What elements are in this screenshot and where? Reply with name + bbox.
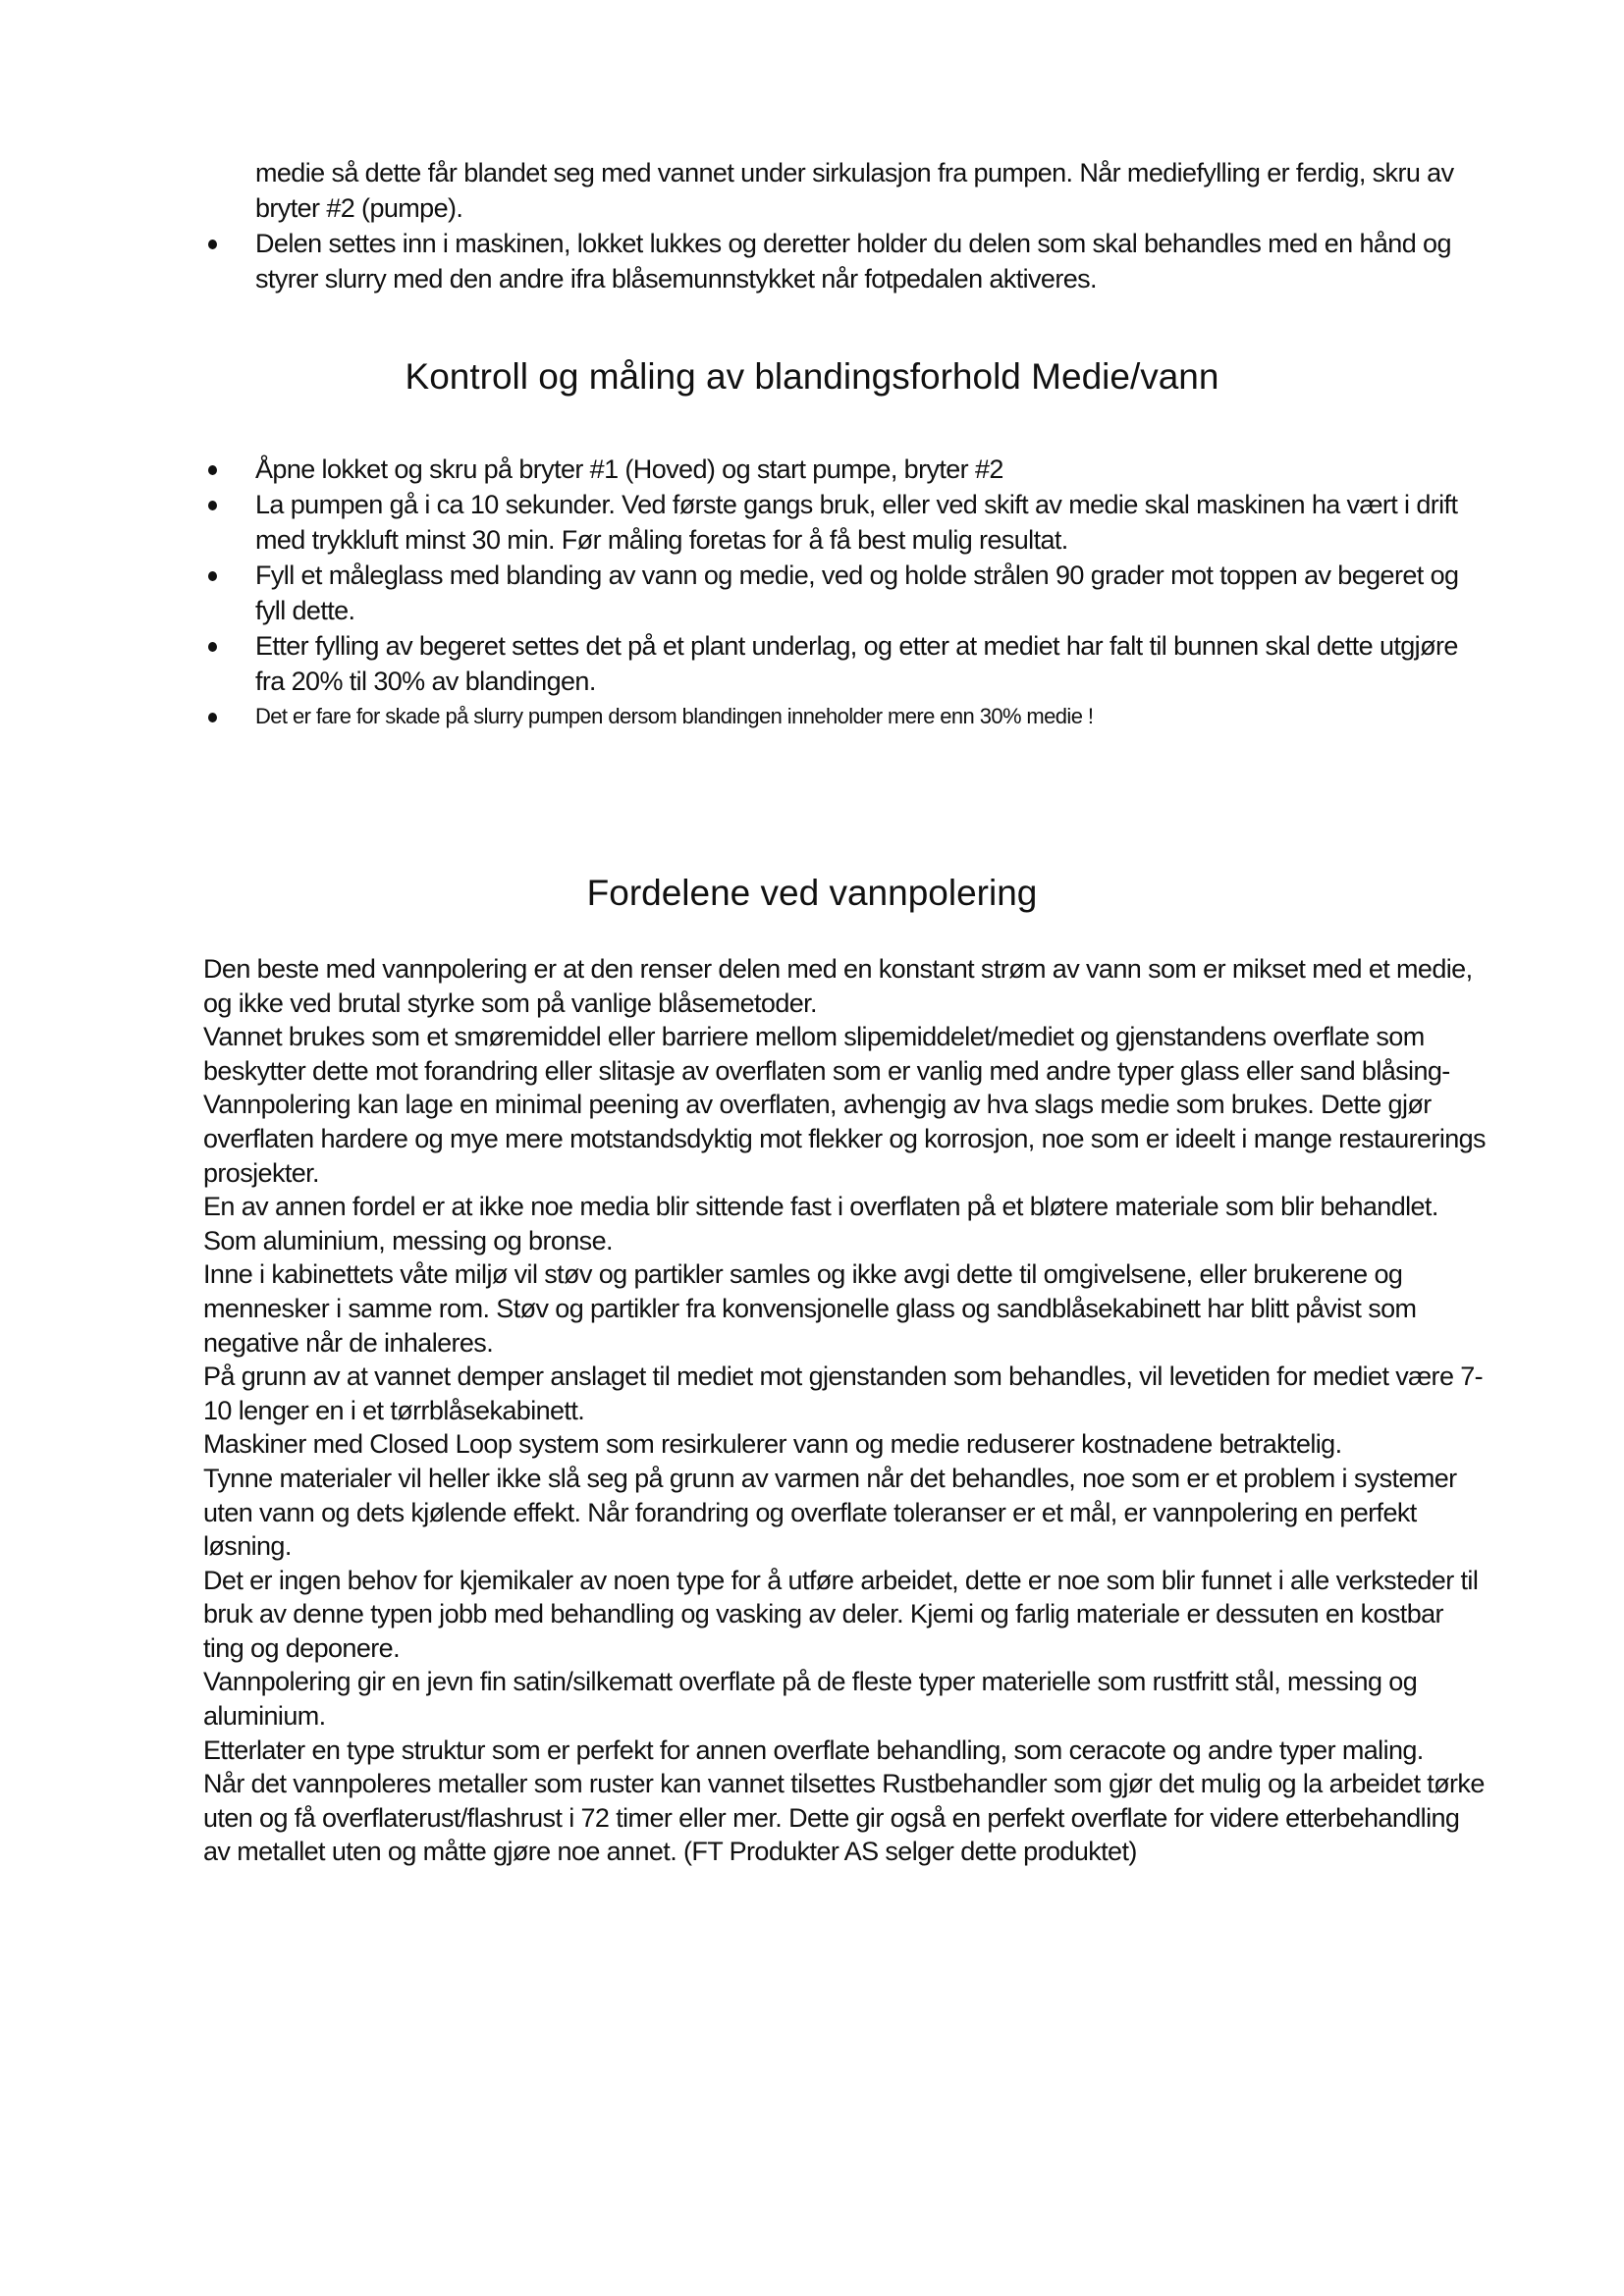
paragraph: Vannpolering gir en jevn fin satin/silkematt overflate på de fleste typer materielle som rustfritt stål, messing og aluminium.	[203, 1667, 1418, 1732]
list-item-text: medie så dette får blandet seg med vannet under sirkulasjon fra pumpen. Når mediefylling er ferdig, skru av bryter #2 (pumpe).	[255, 158, 1454, 223]
paragraph: Vannet brukes som et smøremiddel eller barriere mellom slipemiddelet/mediet og gjenstandens overflate som beskytter dette mot forandring eller slitasje av overflaten som er vanlig med andre typer glass eller sand blåsing-	[203, 1022, 1450, 1086]
paragraph: Maskiner med Closed Loop system som resirkulerer vann og medie reduserer kostnadene betraktelig.	[203, 1429, 1342, 1460]
list-item-warning	[206, 699, 1483, 734]
section-heading-benefits: Fordelene ved vannpolering	[586, 873, 1038, 913]
paragraph: Tynne materialer vil heller ikke slå seg på grunn av varmen når det behandles, noe som er et problem i systemer uten vann og dets kjølende effekt. Når forandring og overflate toleranser er et mål, er vannpolering en perfekt løsning.	[203, 1463, 1457, 1562]
benefits-body	[203, 952, 1489, 1869]
list-item-text: Fyll et måleglass med blanding av vann og medie, ved og holde strålen 90 grader mot toppen av begeret og fyll dette.	[255, 561, 1459, 625]
paragraph: Det er ingen behov for kjemikaler av noen type for å utføre arbeidet, dette er noe som blir funnet i alle verksteder til bruk av denne typen jobb med behandling og vasking av deler. Kjemi og farlig materiale er dessuten en kostbar ting og deponere.	[203, 1565, 1479, 1663]
list-item-text: Åpne lokket og skru på bryter #1 (Hoved) og start pumpe, bryter #2	[255, 454, 1003, 484]
paragraph: På grunn av at vannet demper anslaget til mediet mot gjenstanden som behandles, vil levetiden for mediet være 7-10 lenger en i et tørrblåsekabinett.	[203, 1362, 1484, 1425]
list-item-text: Det er fare for skade på slurry pumpen dersom blandingen inneholder mere enn 30% medie !	[255, 704, 1094, 728]
paragraph: Når det vannpoleres metaller som ruster kan vannet tilsettes Rustbehandler som gjør det mulig og la arbeidet tørke uten og få overflaterust/flashrust i 72 timer eller mer. Dette gir også en perfekt overflate for videre etterbehandling av metallet uten og måtte gjøre noe annet. (FT Produkter AS selger dette produktet)	[203, 1769, 1485, 1867]
paragraph: Den beste med vannpolering er at den renser delen med en konstant strøm av vann som er mikset med et medie, og ikke ved brutal styrke som på vanlige blåsemetoder.	[203, 954, 1473, 1018]
bullet-icon	[208, 642, 217, 652]
control-measurement-list	[206, 452, 1483, 734]
bullet-icon	[208, 501, 217, 510]
list-item-continuation	[206, 155, 1483, 226]
list-item	[206, 558, 1483, 628]
bullet-icon	[208, 240, 217, 249]
bullet-icon	[208, 465, 217, 475]
intro-instruction-list	[206, 155, 1483, 296]
paragraph: En av annen fordel er at ikke noe media blir sittende fast i overflaten på et bløtere materiale som blir behandlet. Som aluminium, messing og bronse.	[203, 1192, 1438, 1255]
section-heading-control: Kontroll og måling av blandingsforhold Medie/vann	[405, 356, 1219, 397]
list-item	[206, 487, 1483, 558]
paragraph: Vannpolering kan lage en minimal peening av overflaten, avhengig av hva slags medie som brukes. Dette gjør overflaten hardere og mye mere motstandsdyktig mot flekker og korrosjon, noe som er ideelt i mange restaurerings prosjekter.	[203, 1090, 1486, 1188]
list-item	[206, 628, 1483, 699]
bullet-icon	[208, 713, 217, 722]
paragraph: Etterlater en type struktur som er perfekt for annen overflate behandling, som ceracote og andre typer maling.	[203, 1735, 1424, 1765]
list-item-text: La pumpen gå i ca 10 sekunder. Ved første gangs bruk, eller ved skift av medie skal maskinen ha vært i drift med trykkluft minst 30 min. Før måling foretas for å få best mulig resultat.	[255, 490, 1458, 555]
list-item	[206, 226, 1483, 296]
list-item-text: Delen settes inn i maskinen, lokket lukkes og deretter holder du delen som skal behandles med en hånd og styrer slurry med den andre ifra blåsemunnstykket når fotpedalen aktiveres.	[255, 229, 1451, 294]
paragraph: Inne i kabinettets våte miljø vil støv og partikler samles og ikke avgi dette til omgivelsene, eller brukerene og mennesker i samme rom. Støv og partikler fra konvensjonelle glass og sandblåsekabinett har blitt påvist som negative når de inhaleres.	[203, 1259, 1417, 1358]
list-item-text: Etter fylling av begeret settes det på et plant underlag, og etter at mediet har falt til bunnen skal dette utgjøre fra 20% til 30% av blandingen.	[255, 631, 1458, 696]
bullet-icon	[208, 571, 217, 581]
list-item	[206, 452, 1483, 487]
